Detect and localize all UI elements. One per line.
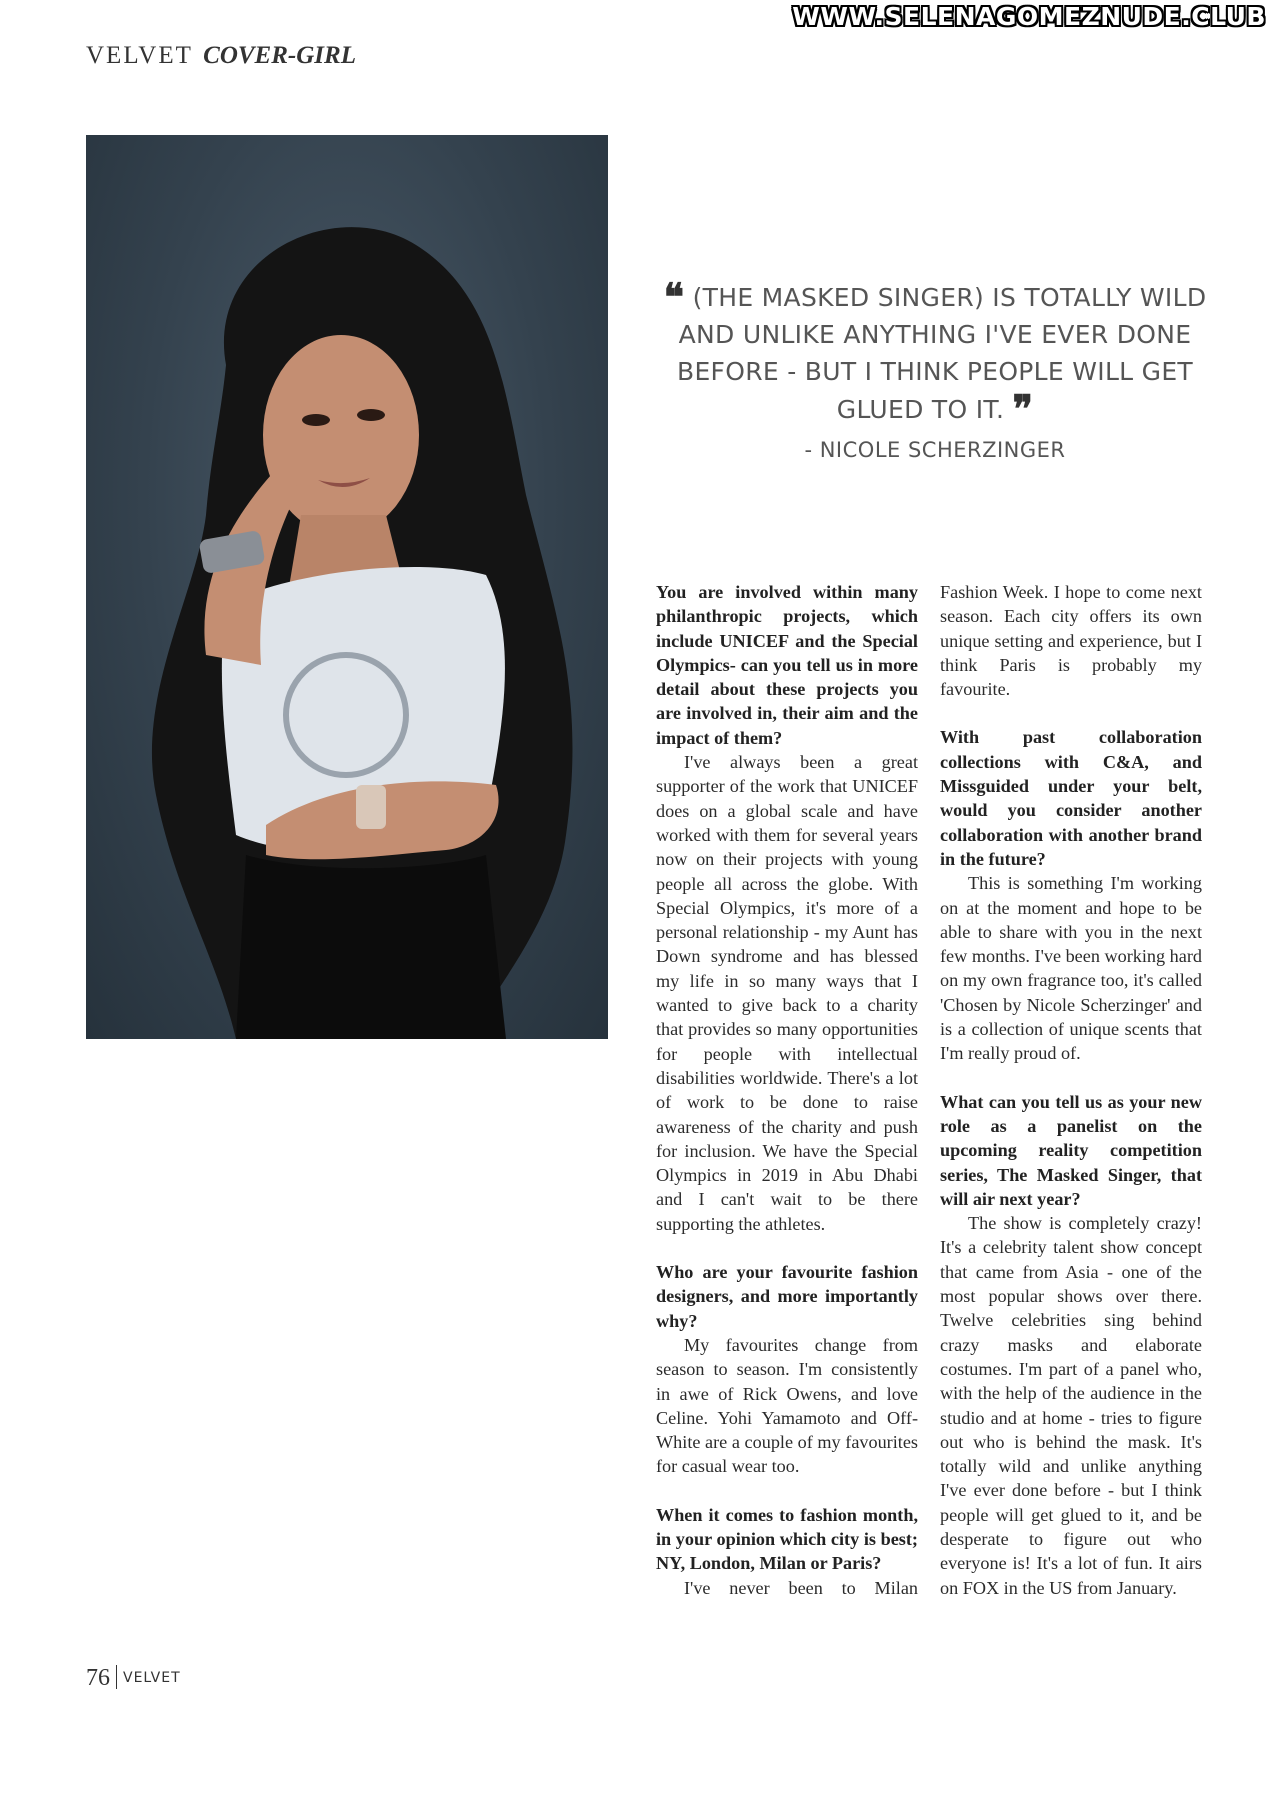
- page-footer: [86, 1665, 181, 1692]
- interview-question: When it comes to fashion month, in your opinion which city is best; NY, London, Milan or Paris?: [656, 1504, 918, 1574]
- paragraph-gap: [656, 1479, 918, 1503]
- pull-quote-text: (THE MASKED SINGER) IS TOTALLY WILD AND UNLIKE ANYTHING I'VE EVER DONE BEFORE - BUT I THINK PEOPLE WILL GET GLUED TO IT.: [677, 283, 1207, 424]
- close-quote-icon: ❞: [1012, 386, 1034, 431]
- magazine-brand: VELVET: [86, 42, 193, 69]
- paragraph-gap: [940, 1066, 1202, 1090]
- section-title: COVER-GIRL: [203, 42, 356, 69]
- paragraph-gap: [656, 1236, 918, 1260]
- footer-magazine-name: VELVET: [123, 1670, 181, 1686]
- article-column-left: [656, 580, 918, 1600]
- interview-answer: This is something I'm working on at the moment and hope to be able to share with you in the next few months. I've been working hard on my own fragrance too, it's called 'Chosen by Nicole Scherzinger' and is a collection of unique scents that I'm really proud of.: [940, 873, 1202, 1064]
- page-header: [86, 42, 356, 70]
- footer-divider: [116, 1665, 117, 1689]
- portrait-illustration: [86, 135, 608, 1039]
- cover-photo: [86, 135, 608, 1039]
- interview-answer-continued: Fashion Week. I hope to come next season. Each city offers its own unique setting and experience, but I think Paris is probably my favourite.: [940, 582, 1202, 700]
- interview-answer: I've always been a great supporter of the work that UNICEF does on a global scale and have worked with them for several years now on their projects with young people all across the globe. With Special Olympics, it's more of a personal relationship - my Aunt has Down syndrome and has blessed my life in so many ways that I wanted to give back to a charity that provides so many opportunities for people with intellectual disabilities worldwide. There's a lot of work to be done to raise awareness of the charity and push for inclusion. We have the Special Olympics in 2019 in Abu Dhabi and I can't wait to be there supporting the athletes.: [656, 752, 918, 1234]
- interview-answer: I've never been to Milan: [684, 1577, 918, 1598]
- open-quote-icon: ❝: [663, 274, 685, 319]
- interview-answer: My favourites change from season to season. I'm consistently in awe of Rick Owens, and love Celine. Yohi Yamamoto and Off-White are a couple of my favourites for casual wear too.: [656, 1334, 918, 1477]
- watermark: WWW.SELENAGOMEZNUDE.CLUB: [792, 2, 1266, 31]
- interview-question: Who are your favourite fashion designers, and more importantly why?: [656, 1262, 918, 1331]
- interview-question: What can you tell us as your new role as a panelist on the upcoming reality competition series, The Masked Singer, that will air next year?: [940, 1091, 1202, 1209]
- pull-quote-attribution: - NICOLE SCHERZINGER: [804, 438, 1066, 462]
- article-column-right: [940, 580, 1202, 1600]
- interview-question: With past collaboration collections with C&A, and Missguided under your belt, would you consider another collaboration with another brand in the future?: [940, 727, 1202, 869]
- interview-question: You are involved within many philanthropic projects, which include UNICEF and the Special Olympics- can you tell us in more detail about these projects you are involved in, their aim and the impact of them?: [656, 582, 918, 748]
- paragraph-gap: [940, 701, 1202, 725]
- interview-answer: The show is completely crazy! It's a celebrity talent show concept that came from Asia - one of the most popular shows over there. Twelve celebrities sing behind crazy masks and elaborate costumes. I'm part of a panel who, with the help of the audience in the studio and at home - tries to figure out who is behind the mask. It's totally wild and unlike anything I've ever done before - but I think people will get glued to it, and be desperate to figure out who everyone is! It's a lot of fun. It airs on FOX in the US from January.: [940, 1213, 1202, 1598]
- page-number: 76: [86, 1665, 110, 1691]
- pull-quote: [640, 274, 1230, 469]
